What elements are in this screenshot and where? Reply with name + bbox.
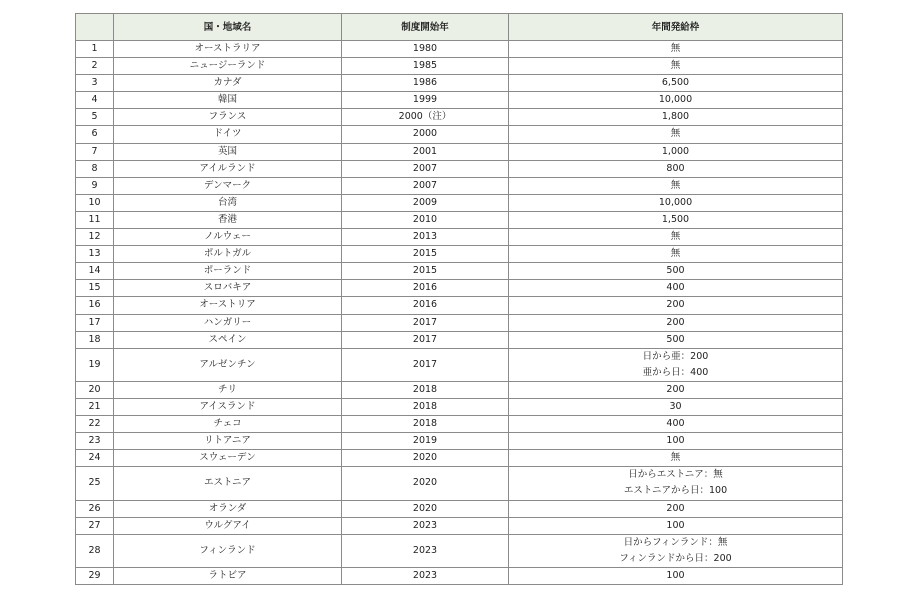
quota-line: 500 xyxy=(666,265,685,277)
quota-line: 日からフィンランド：無 xyxy=(623,536,728,548)
quota-line: 500 xyxy=(666,333,685,345)
row-annual-quota xyxy=(509,534,843,567)
quota-line: 亜から日：400 xyxy=(642,366,709,378)
row-start-year: 2000（注） xyxy=(342,109,509,126)
row-annual-quota xyxy=(509,211,843,228)
table-row xyxy=(76,58,843,75)
row-annual-quota xyxy=(509,280,843,297)
row-number: 17 xyxy=(76,314,114,331)
header-country: 国・地域名 xyxy=(114,14,342,41)
row-start-year: 1985 xyxy=(342,58,509,75)
row-start-year: 2023 xyxy=(342,534,509,567)
row-country: ウルグアイ xyxy=(114,517,342,534)
quota-line: 100 xyxy=(666,519,685,531)
row-country: フランス xyxy=(114,109,342,126)
quota-line: 10,000 xyxy=(658,94,693,106)
row-annual-quota xyxy=(509,75,843,92)
row-start-year: 2018 xyxy=(342,416,509,433)
row-country: チリ xyxy=(114,381,342,398)
row-country: アイスランド xyxy=(114,398,342,415)
quota-line: 1,000 xyxy=(661,145,690,157)
row-annual-quota xyxy=(509,500,843,517)
row-start-year: 2019 xyxy=(342,433,509,450)
quota-line: 無 xyxy=(670,248,681,260)
quota-line: 無 xyxy=(670,452,681,464)
row-country: スペイン xyxy=(114,331,342,348)
row-annual-quota xyxy=(509,416,843,433)
row-number: 14 xyxy=(76,263,114,280)
row-start-year: 2017 xyxy=(342,331,509,348)
row-number: 20 xyxy=(76,381,114,398)
quota-line: 100 xyxy=(666,435,685,447)
quota-line: 200 xyxy=(666,502,685,514)
row-country: 英国 xyxy=(114,143,342,160)
row-number: 12 xyxy=(76,229,114,246)
row-country: エストニア xyxy=(114,467,342,500)
row-country: オランダ xyxy=(114,500,342,517)
row-country: アイルランド xyxy=(114,160,342,177)
header-number xyxy=(76,14,114,41)
row-number: 11 xyxy=(76,211,114,228)
row-annual-quota xyxy=(509,297,843,314)
row-start-year: 2009 xyxy=(342,194,509,211)
row-annual-quota xyxy=(509,126,843,143)
row-annual-quota xyxy=(509,567,843,584)
table-row xyxy=(76,246,843,263)
row-number: 29 xyxy=(76,567,114,584)
row-number: 26 xyxy=(76,500,114,517)
row-start-year: 2018 xyxy=(342,381,509,398)
row-country: スロバキア xyxy=(114,280,342,297)
row-country: ポルトガル xyxy=(114,246,342,263)
row-country: 台湾 xyxy=(114,194,342,211)
table-row xyxy=(76,160,843,177)
row-number: 15 xyxy=(76,280,114,297)
row-country: オーストラリア xyxy=(114,41,342,58)
table-row xyxy=(76,534,843,567)
row-number: 21 xyxy=(76,398,114,415)
row-number: 7 xyxy=(76,143,114,160)
row-annual-quota xyxy=(509,160,843,177)
row-start-year: 2017 xyxy=(342,314,509,331)
row-number: 27 xyxy=(76,517,114,534)
quota-line: 30 xyxy=(669,400,682,412)
row-country: 香港 xyxy=(114,211,342,228)
row-annual-quota xyxy=(509,229,843,246)
table-row xyxy=(76,398,843,415)
table-container xyxy=(75,13,843,585)
table-row xyxy=(76,75,843,92)
table-row xyxy=(76,41,843,58)
row-annual-quota xyxy=(509,348,843,381)
row-start-year: 2013 xyxy=(342,229,509,246)
row-number: 5 xyxy=(76,109,114,126)
row-country: アルゼンチン xyxy=(114,348,342,381)
row-number: 25 xyxy=(76,467,114,500)
row-number: 22 xyxy=(76,416,114,433)
table-row xyxy=(76,467,843,500)
row-start-year: 2010 xyxy=(342,211,509,228)
row-annual-quota xyxy=(509,263,843,280)
row-start-year: 2001 xyxy=(342,143,509,160)
table-row xyxy=(76,177,843,194)
quota-line: 400 xyxy=(666,282,685,294)
table-row xyxy=(76,229,843,246)
row-number: 1 xyxy=(76,41,114,58)
row-country: フィンランド xyxy=(114,534,342,567)
row-number: 2 xyxy=(76,58,114,75)
row-start-year: 1980 xyxy=(342,41,509,58)
header-annual-quota: 年間発給枠 xyxy=(509,14,843,41)
row-start-year: 2015 xyxy=(342,263,509,280)
row-country: ドイツ xyxy=(114,126,342,143)
row-country: 韓国 xyxy=(114,92,342,109)
table-row xyxy=(76,416,843,433)
quota-line: 日からエストニア：無 xyxy=(628,469,723,481)
row-annual-quota xyxy=(509,58,843,75)
working-holiday-table xyxy=(75,13,843,585)
table-row xyxy=(76,126,843,143)
quota-line: 無 xyxy=(670,231,681,243)
table-row xyxy=(76,433,843,450)
row-start-year: 2023 xyxy=(342,517,509,534)
row-annual-quota xyxy=(509,467,843,500)
quota-line: 1,500 xyxy=(661,213,690,225)
quota-line: フィンランドから日：200 xyxy=(619,552,732,564)
row-country: スウェーデン xyxy=(114,450,342,467)
row-annual-quota xyxy=(509,109,843,126)
row-number: 6 xyxy=(76,126,114,143)
row-start-year: 2020 xyxy=(342,500,509,517)
table-row xyxy=(76,567,843,584)
quota-line: 日から亜：200 xyxy=(642,350,709,362)
quota-line: 200 xyxy=(666,383,685,395)
row-number: 24 xyxy=(76,450,114,467)
row-annual-quota xyxy=(509,331,843,348)
row-start-year: 2007 xyxy=(342,177,509,194)
table-row xyxy=(76,92,843,109)
row-country: カナダ xyxy=(114,75,342,92)
row-country: ラトビア xyxy=(114,567,342,584)
row-annual-quota xyxy=(509,143,843,160)
row-number: 28 xyxy=(76,534,114,567)
row-number: 23 xyxy=(76,433,114,450)
row-country: チェコ xyxy=(114,416,342,433)
table-row xyxy=(76,143,843,160)
table-row xyxy=(76,297,843,314)
table-row xyxy=(76,348,843,381)
table-row xyxy=(76,280,843,297)
row-number: 10 xyxy=(76,194,114,211)
table-row xyxy=(76,194,843,211)
quota-line: 200 xyxy=(666,316,685,328)
row-annual-quota xyxy=(509,41,843,58)
row-number: 4 xyxy=(76,92,114,109)
row-annual-quota xyxy=(509,314,843,331)
row-start-year: 2015 xyxy=(342,246,509,263)
row-start-year: 1986 xyxy=(342,75,509,92)
row-country: デンマーク xyxy=(114,177,342,194)
row-start-year: 2017 xyxy=(342,348,509,381)
table-row xyxy=(76,500,843,517)
row-annual-quota xyxy=(509,246,843,263)
row-start-year: 2007 xyxy=(342,160,509,177)
quota-line: 200 xyxy=(666,299,685,311)
row-country: リトアニア xyxy=(114,433,342,450)
row-annual-quota xyxy=(509,381,843,398)
row-start-year: 2000 xyxy=(342,126,509,143)
quota-line: 800 xyxy=(666,162,685,174)
header-row xyxy=(76,14,843,41)
quota-line: 1,800 xyxy=(661,111,690,123)
table-row xyxy=(76,109,843,126)
row-country: ポーランド xyxy=(114,263,342,280)
row-annual-quota xyxy=(509,517,843,534)
row-number: 19 xyxy=(76,348,114,381)
row-number: 9 xyxy=(76,177,114,194)
table-body xyxy=(76,41,843,585)
row-start-year: 2020 xyxy=(342,467,509,500)
row-number: 8 xyxy=(76,160,114,177)
row-annual-quota xyxy=(509,92,843,109)
quota-line: 無 xyxy=(670,60,681,72)
row-annual-quota xyxy=(509,177,843,194)
row-number: 18 xyxy=(76,331,114,348)
quota-line: 10,000 xyxy=(658,196,693,208)
row-number: 16 xyxy=(76,297,114,314)
row-number: 13 xyxy=(76,246,114,263)
row-annual-quota xyxy=(509,398,843,415)
row-start-year: 2023 xyxy=(342,567,509,584)
quota-line: 100 xyxy=(666,569,685,581)
quota-line: 6,500 xyxy=(661,77,690,89)
table-row xyxy=(76,517,843,534)
quota-line: エストニアから日：100 xyxy=(623,485,728,497)
row-annual-quota xyxy=(509,433,843,450)
quota-line: 400 xyxy=(666,418,685,430)
row-number: 3 xyxy=(76,75,114,92)
row-start-year: 1999 xyxy=(342,92,509,109)
quota-line: 無 xyxy=(670,43,681,54)
quota-line: 無 xyxy=(670,128,681,140)
row-start-year: 2018 xyxy=(342,398,509,415)
row-start-year: 2020 xyxy=(342,450,509,467)
row-annual-quota xyxy=(509,194,843,211)
row-start-year: 2016 xyxy=(342,280,509,297)
row-country: ハンガリー xyxy=(114,314,342,331)
table-row xyxy=(76,263,843,280)
row-country: ノルウェー xyxy=(114,229,342,246)
row-country: ニュージーランド xyxy=(114,58,342,75)
table-row xyxy=(76,211,843,228)
table-row xyxy=(76,314,843,331)
table-row xyxy=(76,381,843,398)
quota-line: 無 xyxy=(670,179,681,191)
table-row xyxy=(76,450,843,467)
row-annual-quota xyxy=(509,450,843,467)
header-start-year: 制度開始年 xyxy=(342,14,509,41)
row-country: オーストリア xyxy=(114,297,342,314)
row-start-year: 2016 xyxy=(342,297,509,314)
table-row xyxy=(76,331,843,348)
